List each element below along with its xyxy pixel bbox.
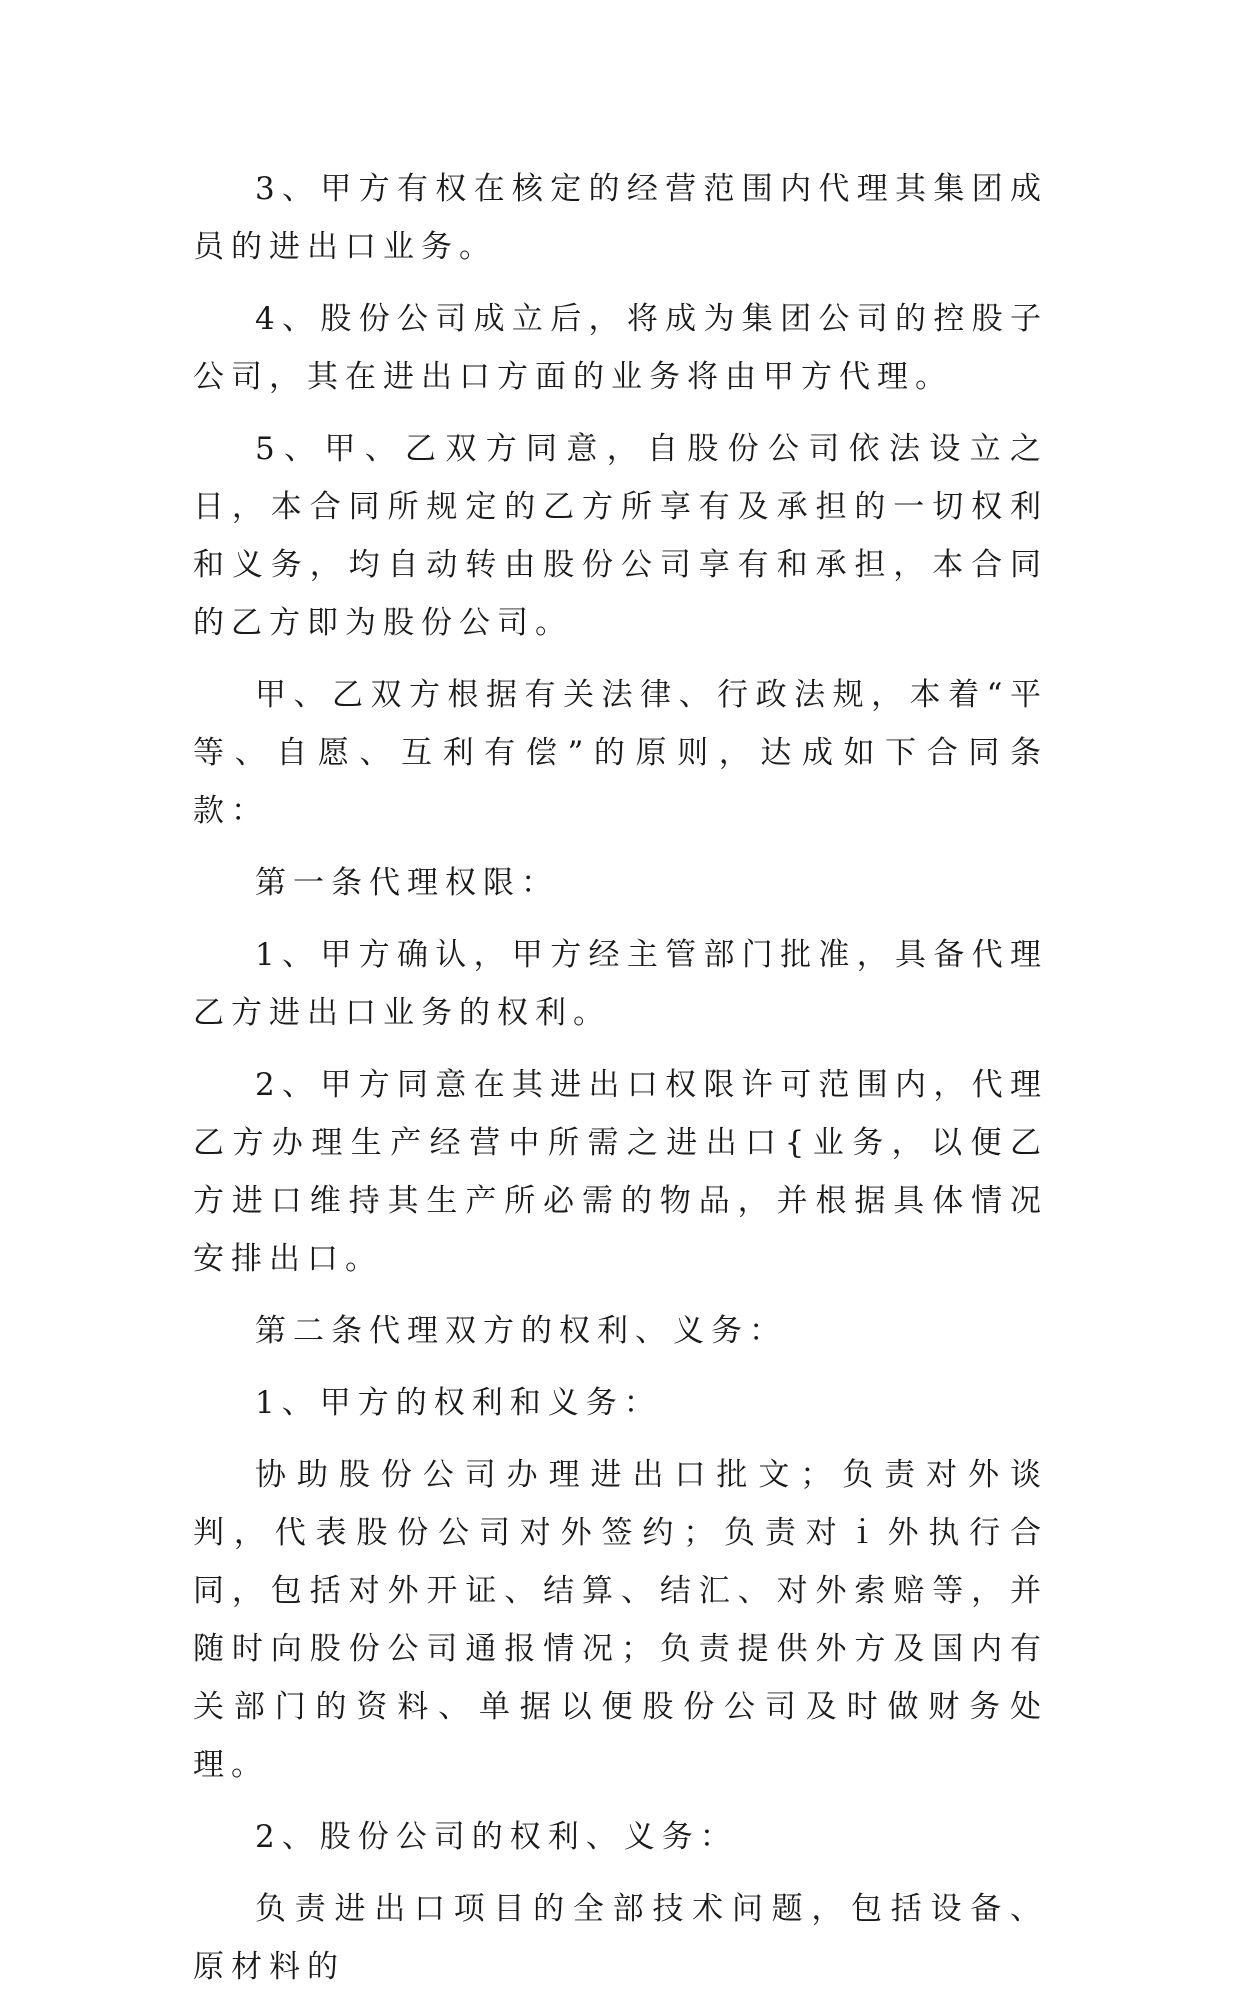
article-1-item-1: 1、甲方确认，甲方经主管部门批准，具备代理乙方进出口业务的权利。 <box>193 937 1048 1031</box>
paragraph-clause-3: 3、甲方有权在核定的经营范围内代理其集团成员的进出口业务。 <box>193 171 1048 265</box>
article-2-item-2-heading: 2、股份公司的权利、义务： <box>255 1819 738 1855</box>
paragraph-clause-4: 4、股份公司成立后，将成为集团公司的控股子公司，其在进出口方面的业务将由甲方代理。 <box>193 301 1048 395</box>
article-2-item-1-heading: 1、甲方的权利和义务： <box>255 1385 662 1421</box>
article-1-item-2: 2、甲方同意在其进出口权限许可范围内，代理乙方办理生产经营中所需之进出口{业务，以便乙方进口维持其生产所必需的物品，并根据具体情况安排出口。 <box>193 1067 1048 1277</box>
article-1-heading: 第一条代理权限： <box>255 865 559 901</box>
article-2-heading: 第二条代理双方的权利、义务： <box>255 1313 787 1349</box>
document-body <box>193 160 1048 2010</box>
article-2-item-1-body: 协助股份公司办理进出口批文；负责对外谈判，代表股份公司对外签约；负责对ｉ外执行合同，包括对外开证、结算、结汇、对外索赔等，并随时向股份公司通报情况；负责提供外方及国内有关部门的资料、单据以便股份公司及时做财务处理。 <box>193 1457 1048 1783</box>
paragraph-clause-5: 5、甲、乙双方同意，自股份公司依法设立之日，本合同所规定的乙方所享有及承担的一切权利和义务，均自动转由股份公司享有和承担，本合同的乙方即为股份公司。 <box>193 431 1048 641</box>
paragraph-preamble: 甲、乙双方根据有关法律、行政法规，本着“平等、自愿、互利有偿”的原则，达成如下合同条款： <box>193 677 1048 829</box>
article-2-item-2-body: 负责进出口项目的全部技术问题，包括设备、原材料的 <box>193 1891 1048 1985</box>
